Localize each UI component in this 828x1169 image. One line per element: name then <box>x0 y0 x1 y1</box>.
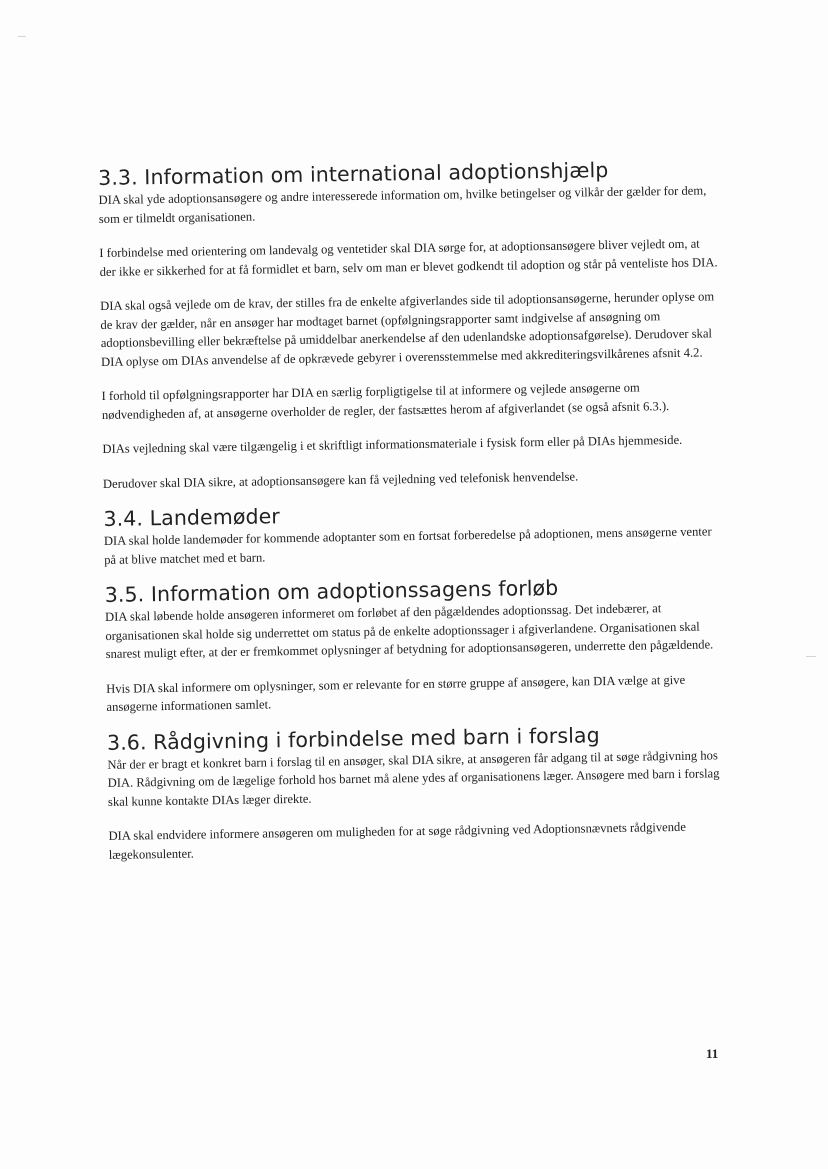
paragraph: I forhold til opfølgningsrapporter har DIA en særlig forpligtigelse til at informere og vejlede ansøgerne om nødvendigheden af, at ansøgerne overholder de regler, der fastsættes herom af afgiverlandet (se også afsnit 6.3.). <box>101 380 670 422</box>
paragraph: DIA skal endvidere informere ansøgeren om muligheden for at søge rådgivning ved Adoptionsnævnets rådgivende lægekonsulenter. <box>108 819 686 862</box>
paragraph: DIA skal yde adoptionsansøgere og andre interesserede information om, hvilke betingelser og vilkår der gælder for dem, som er tilmeldt organisationen. <box>98 183 707 226</box>
paragraph: DIAs vejledning skal være tilgængelig i et skriftligt informationsmateriale i fysisk form eller på DIAs hjemmeside. <box>102 432 683 456</box>
paragraph: Når der er bragt et konkret barn i forslag til en ansøger, skal DIA sikre, at ansøgeren får adgang til at søge rådgivning hos DIA. Rådgivning om de lægelige forhold hos barnet må alene ydes af organisationens læger. Ansøgere med barn i forslag skal kunne kontakte DIAs læger direkte. <box>107 747 720 809</box>
section-heading-3-4: 3.4. Landemøder <box>103 504 281 531</box>
scan-mark <box>18 36 26 37</box>
scan-mark <box>806 656 816 657</box>
paragraph: DIA skal holde landemøder for kommende adoptanter som en fortsat forberedelse på adoptionen, mens ansøgerne venter på at blive matchet med et barn. <box>103 524 712 567</box>
page-number: 11 <box>706 1046 719 1061</box>
section-heading-3-5: 3.5. Information om adoptionssagens forløb <box>104 575 559 607</box>
paragraph: DIA skal også vejlede om de krav, der stilles fra de enkelte afgiverlandes side til adoptionsansøgerne, herunder oplyse om de krav der gælder, når en ansøger har modtaget barnet (opfølgningsrapporter samt indgivelse af ansøgning om adoptionsbevilling eller bekræftelse på umiddelbar anerkendelse af den udenlandske adoptionsafgørelse). Derudover skal DIA oplyse om DIAs anvendelse af de opkrævede gebyrer i overensstemmelse med akkrediteringsvilkårenes afsnit 4.2. <box>100 289 715 369</box>
section-heading-3-6: 3.6. Rådgivning i forbindelse med barn i forslag <box>106 722 600 755</box>
document-body <box>98 156 727 864</box>
paragraph: DIA skal løbende holde ansøgeren informeret om forløbet af den pågældendes adoptionssag. Det indebærer, at organisationen skal holde sig underrettet om status på de enkelte adoptionssager i afgiverlandene. Organisationen skal snarest muligt efter, at der er fremkommet oplysninger af betydning for adoptionsansøgeren, underrette den pågældende. <box>104 601 714 661</box>
paragraph: Derudover skal DIA sikre, at adoptionsansøgere kan få vejledning ved telefonisk henvendelse. <box>102 468 579 491</box>
section-heading-3-3: 3.3. Information om international adoptionshjælp <box>98 157 609 190</box>
paragraph: Hvis DIA skal informere om oplysninger, som er relevante for en større gruppe af ansøgere, kan DIA vælge at give ansøgerne informationen samlet. <box>106 672 686 714</box>
paragraph: I forbindelse med orientering om landevalg og ventetider skal DIA sørge for, at adoptionsansøgere bliver vejledt om, at der ikke er sikkerhed for at få formidlet et barn, selv om man er blevet godkendt til adoption og står på venteliste hos DIA. <box>99 236 718 279</box>
